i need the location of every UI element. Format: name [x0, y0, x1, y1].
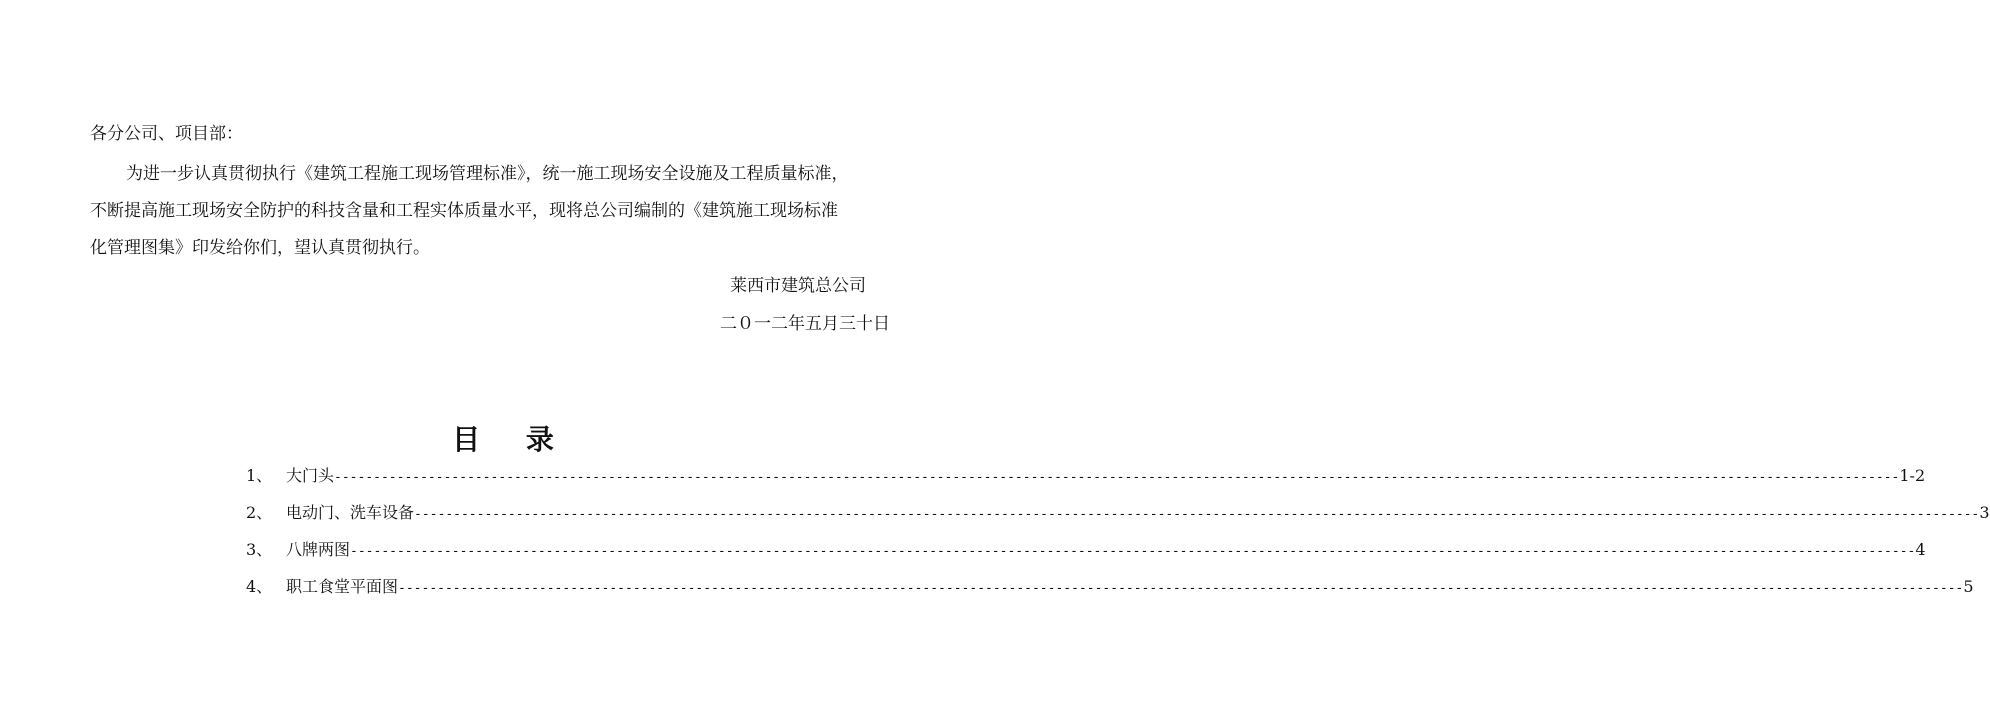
toc-item-number: 4、: [246, 577, 273, 596]
toc-item: [246, 464, 1926, 501]
letter-body-line-3: 化管理图集》印发给你们，望认真贯彻执行。: [90, 238, 430, 258]
signature-date: 二０一二年五月三十日: [720, 314, 890, 334]
toc-item-page: 4: [1915, 540, 1926, 559]
toc-item: [246, 538, 1926, 575]
letter-body-line-2: 不断提高施工现场安全防护的科技含量和工程实体质量水平，现将总公司编制的《建筑施工现场标准: [90, 201, 838, 221]
toc-item: [246, 501, 1990, 538]
toc-dot-leader: --------------------------------------------------------------------------------------------------------------------------------------------------------------------------------------------------------: [350, 544, 1916, 559]
toc-item-number: 2、: [246, 503, 273, 522]
toc-item-page: 1-2: [1899, 466, 1926, 485]
toc-item-label: 大门头: [286, 466, 335, 485]
toc-item-label: 电动门、洗车设备: [286, 503, 415, 522]
toc-item-number: 1、: [246, 466, 273, 485]
toc-item: [246, 575, 1974, 612]
letter-body: [90, 156, 950, 267]
toc-dot-leader: --------------------------------------------------------------------------------------------------------------------------------------------------------------------------------------------------------: [334, 470, 1900, 485]
toc-list: [246, 464, 1990, 612]
toc-item-label: 八牌两图: [286, 540, 351, 559]
toc-item-page: 5: [1963, 577, 1974, 596]
toc-item-label: 职工食堂平面图: [286, 577, 399, 596]
letter-body-line-1: 为进一步认真贯彻执行《建筑工程施工现场管理标准》，统一施工现场安全设施及工程质量标准，: [126, 164, 849, 184]
toc-title: 目 录: [452, 423, 572, 456]
toc-item-page: 3: [1979, 503, 1990, 522]
toc-dot-leader: --------------------------------------------------------------------------------------------------------------------------------------------------------------------------------------------------------: [398, 581, 1964, 596]
letter-salutation: 各分公司、项目部：: [90, 124, 243, 144]
signature-organization: 莱西市建筑总公司: [730, 276, 866, 296]
toc-item-number: 3、: [246, 540, 273, 559]
toc-dot-leader: --------------------------------------------------------------------------------------------------------------------------------------------------------------------------------------------------------: [414, 507, 1980, 522]
